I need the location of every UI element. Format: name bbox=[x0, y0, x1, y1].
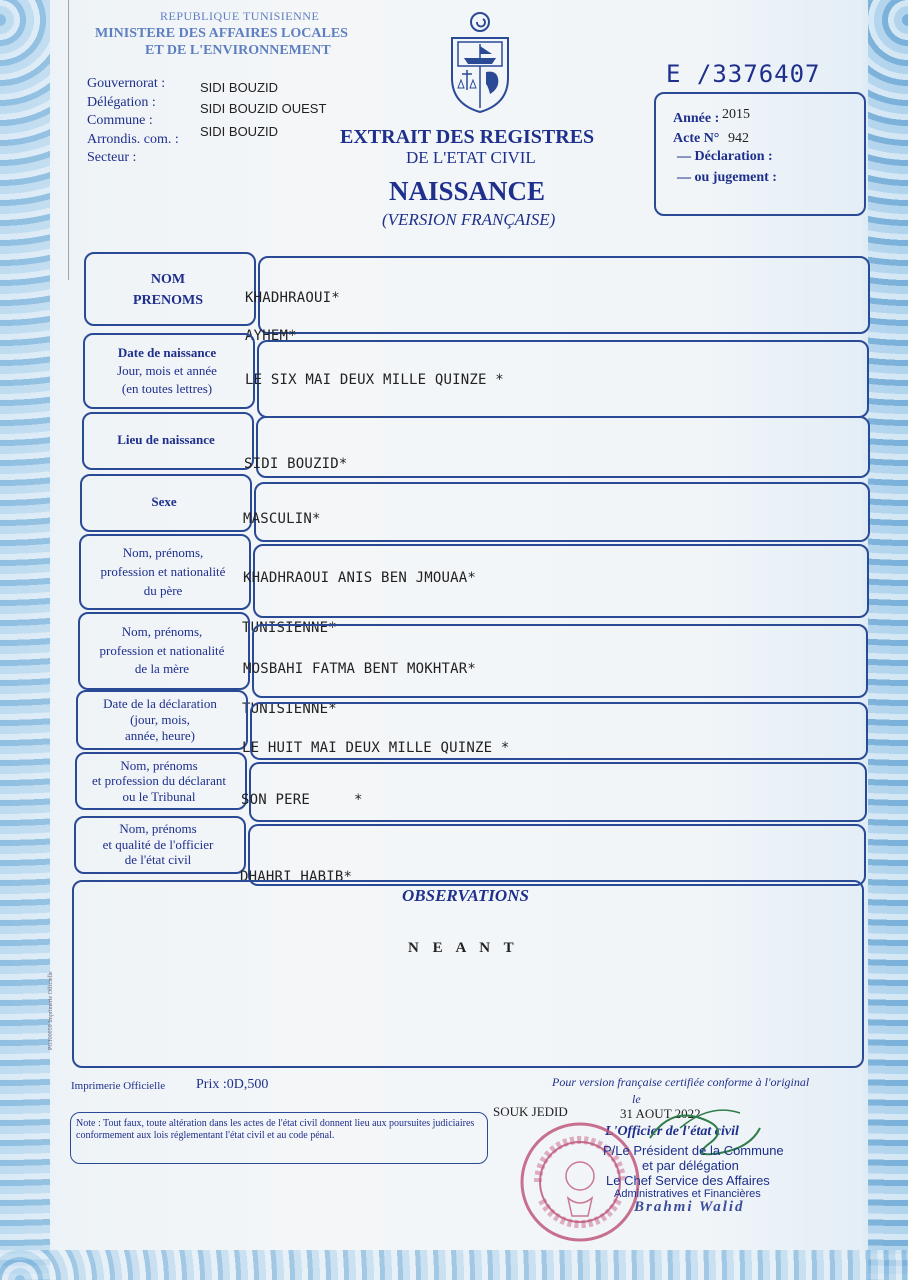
pere-nationalite: TUNISIENNE* bbox=[242, 620, 337, 636]
secteur-label: Secteur : bbox=[87, 150, 137, 165]
security-border-left bbox=[0, 0, 50, 1280]
lieu-signature: SOUK JEDID bbox=[493, 1104, 568, 1119]
date-naissance-label-3: (en toutes lettres) bbox=[121, 381, 213, 396]
title-version: (VERSION FRANÇAISE) bbox=[382, 210, 556, 229]
lieu-value: SIDI BOUZID* bbox=[244, 456, 348, 472]
security-border-bottom bbox=[0, 1250, 908, 1280]
pere-label-3: du père bbox=[143, 583, 183, 598]
signature-line-1: P/Le Président de la Commune bbox=[603, 1143, 784, 1158]
nom-value-box bbox=[258, 256, 870, 334]
observations-box bbox=[72, 880, 864, 1068]
declaration-label-3: année, heure) bbox=[124, 728, 195, 743]
delegation-label: Délégation : bbox=[87, 95, 156, 110]
title-etat-civil: DE L'ETAT CIVIL bbox=[406, 148, 536, 167]
declarant-value: SON PERE bbox=[241, 792, 311, 808]
lieu-value-box bbox=[256, 416, 870, 478]
margin-line bbox=[68, 0, 69, 280]
acte-value: 942 bbox=[728, 131, 749, 146]
signature-name: Brahmi Walid bbox=[634, 1199, 745, 1215]
jugement-label: — ou jugement : bbox=[677, 170, 777, 185]
prix-text: Prix :0D,500 bbox=[196, 1077, 269, 1092]
officier-value: DHAHRI HABIB* bbox=[240, 869, 353, 885]
declaration-value: LE HUIT MAI DEUX MILLE QUINZE * bbox=[242, 740, 510, 756]
officier-signature-title: L'Officier de l'état civil bbox=[605, 1124, 739, 1139]
declarant-label-3: ou le Tribunal bbox=[122, 789, 196, 804]
commune-value: SIDI BOUZID bbox=[200, 124, 279, 139]
signature-line-3: Le Chef Service des Affaires bbox=[606, 1173, 770, 1188]
pere-value: KHADHRAOUI ANIS BEN JMOUAA* bbox=[243, 570, 476, 586]
acte-label: Acte N° bbox=[673, 131, 720, 146]
prenoms-label: PRENOMS bbox=[133, 293, 203, 308]
date-signature: 31 AOUT 2022 bbox=[620, 1106, 701, 1121]
declaration-label-1: Date de la déclaration bbox=[103, 696, 217, 711]
title-naissance: NAISSANCE bbox=[389, 176, 546, 206]
commune-label: Commune : bbox=[87, 113, 153, 128]
signature-line-4: Administratives et Financières bbox=[614, 1188, 761, 1200]
date-naissance-label-1: Date de naissance bbox=[117, 345, 217, 360]
nom-value: KHADHRAOUI* bbox=[245, 290, 340, 306]
mere-nationalite: TUNISIENNE* bbox=[242, 701, 337, 717]
conforme-text: Pour version française certifiée conforme à l'original bbox=[552, 1075, 810, 1089]
annee-label: Année : bbox=[673, 111, 720, 126]
sexe-value: MASCULIN* bbox=[243, 511, 321, 527]
le-text: le bbox=[632, 1092, 641, 1106]
officier-label-2: et qualité de l'officier bbox=[102, 837, 214, 852]
declarant-label-1: Nom, prénoms bbox=[120, 758, 198, 773]
ministere-line-2: ET DE L'ENVIRONNEMENT bbox=[145, 43, 331, 58]
serial-number: E /3376407 bbox=[666, 60, 821, 88]
mere-label-3: de la mère bbox=[134, 661, 190, 676]
officier-label-3: de l'état civil bbox=[124, 852, 192, 867]
delegation-value: SIDI BOUZID OUEST bbox=[200, 101, 327, 116]
annee-value: 2015 bbox=[722, 107, 750, 122]
declarant-star: * bbox=[354, 792, 363, 808]
pere-label-1: Nom, prénoms, bbox=[122, 545, 204, 560]
imprimerie-text: Imprimerie Officielle bbox=[71, 1080, 166, 1092]
mere-label-2: profession et nationalité bbox=[99, 643, 225, 658]
declarant-label-2: et profession du déclarant bbox=[92, 773, 226, 788]
declarant-value-box bbox=[249, 762, 867, 822]
nom-label: NOM bbox=[150, 272, 186, 287]
lieu-label: Lieu de naissance bbox=[117, 432, 215, 447]
note-text: Note : Tout faux, toute altération dans les actes de l'état civil donnent lieu aux poursuites judiciaires conformement aux lois réglementant l'état civil et au code pénal. bbox=[76, 1118, 475, 1141]
gouvernorat-label: Gouvernorat : bbox=[87, 76, 166, 91]
date-naissance-value: LE SIX MAI DEUX MILLE QUINZE * bbox=[245, 372, 504, 388]
date-naissance-label-2: Jour, mois et année bbox=[117, 363, 217, 378]
security-border-right bbox=[868, 0, 908, 1280]
pere-label-2: profession et nationalité bbox=[100, 564, 226, 579]
officier-label-1: Nom, prénoms bbox=[119, 821, 197, 836]
mere-label-1: Nom, prénoms, bbox=[121, 624, 203, 639]
gouvernorat-value: SIDI BOUZID bbox=[200, 80, 279, 95]
sexe-value-box bbox=[254, 482, 870, 542]
side-print-code: PG100059 Imprimerie Officielle bbox=[48, 971, 54, 1050]
ministere-line-1: MINISTERE DES AFFAIRES LOCALES bbox=[95, 26, 348, 41]
declaration-label-2: (jour, mois, bbox=[130, 712, 190, 727]
sexe-label: Sexe bbox=[151, 494, 177, 509]
nom-label-box bbox=[84, 252, 256, 326]
observations-value: N E A N T bbox=[408, 940, 519, 956]
coat-of-arms-icon bbox=[444, 8, 516, 116]
republique-text: REPUBLIQUE TUNISIENNE bbox=[160, 9, 320, 23]
arrondis-label: Arrondis. com. : bbox=[87, 132, 179, 147]
signature-line-2: et par délégation bbox=[642, 1158, 739, 1173]
mere-value: MOSBAHI FATMA BENT MOKHTAR* bbox=[243, 661, 476, 677]
declaration-label: — Déclaration : bbox=[677, 149, 773, 164]
prenom-value: AYHEM* bbox=[245, 328, 297, 344]
observations-title: OBSERVATIONS bbox=[402, 886, 529, 905]
title-extrait: EXTRAIT DES REGISTRES bbox=[340, 126, 595, 148]
